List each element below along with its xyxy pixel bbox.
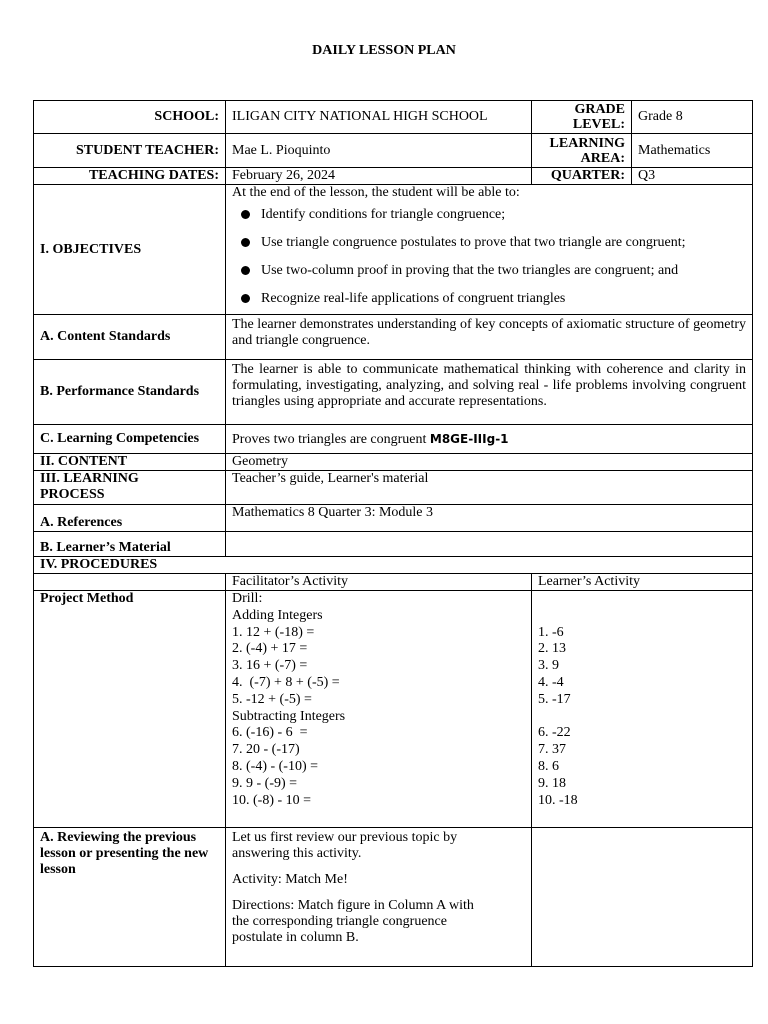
- content-standards-label: A. Content Standards: [34, 315, 226, 360]
- content-value: Geometry: [226, 454, 753, 471]
- objectives-intro: At the end of the lesson, the student will be able to:: [232, 185, 520, 200]
- drill-line: 3. 16 + (-7) =: [232, 658, 308, 674]
- answer-line: 2. 13: [538, 641, 566, 657]
- learning-process-row: [34, 471, 753, 505]
- answer-line: 5. -17: [538, 691, 571, 707]
- bullet-icon: [241, 238, 250, 247]
- activity-header-row: [34, 574, 753, 591]
- bullet-icon: [241, 210, 250, 219]
- answer-line: 8. 6: [538, 758, 559, 774]
- student-teacher-value: Mae L. Pioquinto: [226, 134, 532, 168]
- performance-standards-text: The learner is able to communicate mathematical thinking with coherence and clarity in formulating, investigating, analyzing, and solving real - life problems involving congruent triangles using appropriate and accurate representations.: [226, 360, 753, 425]
- drill-line: 9. 9 - (-9) =: [232, 775, 298, 791]
- quarter-value: Q3: [632, 168, 753, 185]
- competencies-label: C. Learning Competencies: [34, 425, 226, 454]
- answer-line: 9. 18: [538, 775, 566, 791]
- review-cell: [226, 828, 532, 967]
- empty-cell: [34, 574, 226, 591]
- lesson-plan-table: [33, 100, 753, 967]
- facilitator-header: Facilitator’s Activity: [226, 574, 532, 591]
- references-row: [34, 505, 753, 532]
- school-value: ILIGAN CITY NATIONAL HIGH SCHOOL: [226, 101, 532, 134]
- references-value: Mathematics 8 Quarter 3: Module 3: [226, 505, 753, 532]
- learners-material-value: [226, 532, 753, 557]
- learners-material-label: B. Learner’s Material: [34, 532, 226, 557]
- procedures-row: [34, 557, 753, 574]
- content-label: II. CONTENT: [34, 454, 226, 471]
- review-row: [34, 828, 753, 967]
- school-label: SCHOOL:: [34, 101, 226, 134]
- drill-line: 6. (-16) - 6 =: [232, 725, 308, 741]
- drill-line: 1. 12 + (-18) =: [232, 624, 315, 640]
- answer-line: 7. 37: [538, 742, 566, 758]
- performance-standards-row: [34, 360, 753, 425]
- teaching-dates-value: February 26, 2024: [226, 168, 532, 185]
- performance-standards-label: B. Performance Standards: [34, 360, 226, 425]
- learning-process-value: Teacher’s guide, Learner's material: [226, 471, 753, 505]
- objectives-label: I. OBJECTIVES: [34, 185, 226, 315]
- drill-line: 2. (-4) + 17 =: [232, 641, 308, 657]
- learner-header: Learner’s Activity: [532, 574, 753, 591]
- objective-item: Recognize real-life applications of congruent triangles: [232, 285, 746, 313]
- answer-line: 6. -22: [538, 725, 571, 741]
- objective-item: Identify conditions for triangle congruence;: [232, 201, 746, 229]
- bullet-icon: [241, 266, 250, 275]
- drill-line: 10. (-8) - 10 =: [232, 792, 312, 808]
- quarter-label: QUARTER:: [532, 168, 632, 185]
- answer-line: [538, 591, 746, 608]
- drill-line: Subtracting Integers: [232, 708, 346, 724]
- bullet-icon: [241, 294, 250, 303]
- procedures-label: IV. PROCEDURES: [34, 557, 753, 574]
- competencies-row: [34, 425, 753, 454]
- review-intro: Let us first review our previous topic by answering this activity.: [232, 830, 458, 861]
- objectives-row: [34, 185, 753, 315]
- drill-cell: [226, 591, 532, 828]
- answer-line: 1. -6: [538, 624, 564, 640]
- drill-line: 5. -12 + (-5) =: [232, 691, 312, 707]
- teacher-row: [34, 134, 753, 168]
- dates-row: [34, 168, 753, 185]
- grade-level-label: GRADE LEVEL:: [532, 101, 632, 134]
- learning-area-label: LEARNING AREA:: [532, 134, 632, 168]
- objective-item: Use triangle congruence postulates to prove that two triangle are congruent;: [232, 229, 746, 257]
- drill-line: 4. (-7) + 8 + (-5) =: [232, 674, 340, 690]
- directions-text: Directions: Match figure in Column A with the corresponding triangle congruence postulate in column B.: [232, 898, 474, 945]
- objectives-cell: [226, 185, 753, 315]
- learning-process-label: III. LEARNING PROCESS: [34, 471, 226, 505]
- learning-area-value: Mathematics: [632, 134, 753, 168]
- answers-cell: [532, 591, 753, 828]
- answer-line: 3. 9: [538, 658, 559, 674]
- drill-line: 8. (-4) - (-10) =: [232, 758, 319, 774]
- learners-material-row: [34, 532, 753, 557]
- content-standards-text: The learner demonstrates understanding of key concepts of axiomatic structure of geometry and triangle congruence.: [226, 315, 753, 360]
- competency-code: M8GE-IIIg-1: [429, 431, 509, 446]
- project-method-label: Project Method: [34, 591, 226, 828]
- student-teacher-label: STUDENT TEACHER:: [34, 134, 226, 168]
- drill-line: 7. 20 - (-17): [232, 742, 300, 758]
- grade-level-value: Grade 8: [632, 101, 753, 134]
- answer-line: [538, 709, 746, 726]
- page-title: DAILY LESSON PLAN: [312, 43, 456, 58]
- activity-title: Activity: Match Me!: [232, 872, 348, 887]
- answer-line: 4. -4: [538, 674, 564, 690]
- teaching-dates-label: TEACHING DATES:: [34, 168, 226, 185]
- references-label: A. References: [34, 505, 226, 532]
- answer-line: 10. -18: [538, 792, 578, 808]
- content-row: [34, 454, 753, 471]
- review-learner-cell: [532, 828, 753, 967]
- project-method-row: [34, 591, 753, 828]
- objectives-list: [232, 201, 746, 313]
- drill-line: Drill:: [232, 591, 263, 606]
- answer-line: [538, 608, 746, 625]
- content-standards-row: [34, 315, 753, 360]
- competencies-text: Proves two triangles are congruent: [232, 431, 430, 447]
- drill-line: Adding Integers: [232, 607, 323, 623]
- competencies-cell: [226, 425, 753, 454]
- objective-item: Use two-column proof in proving that the two triangles are congruent; and: [232, 257, 746, 285]
- school-row: [34, 101, 753, 134]
- review-label: A. Reviewing the previous lesson or presenting the new lesson: [34, 828, 226, 967]
